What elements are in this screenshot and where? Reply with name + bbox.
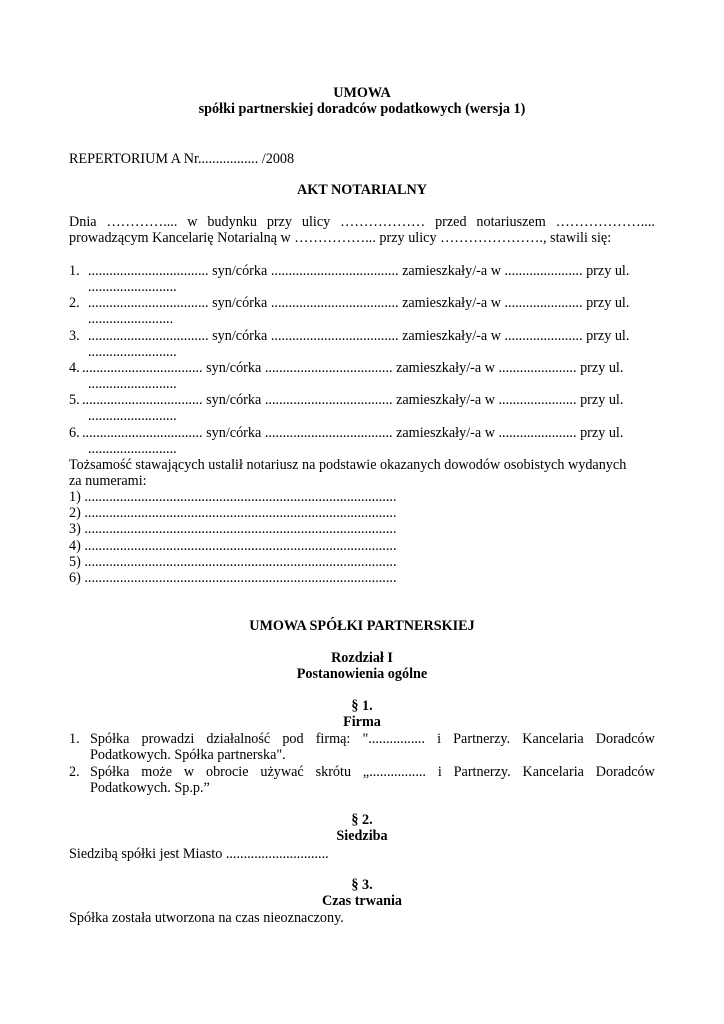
section-1-title: Firma (343, 714, 381, 730)
contract-title: UMOWA SPÓŁKI PARTNERSKIEJ (249, 618, 475, 634)
party-line-cont: ......................... (88, 408, 177, 424)
repertorium-line: REPERTORIUM A Nr................. /2008 (69, 151, 295, 167)
word: i (437, 764, 442, 780)
party-line: .................................. syn/córka .................................... zamieszkały/-a w ...................... przy ul. (88, 295, 630, 311)
party-number: 4. (69, 360, 80, 376)
word: działalność (206, 731, 271, 747)
identity-line-2: za numerami: (69, 473, 147, 489)
chapter-subtitle: Postanowienia ogólne (296, 666, 428, 682)
word: Partnerzy. (453, 731, 511, 747)
word: pod (282, 731, 304, 747)
word: Doradców (595, 764, 655, 780)
party-number: 5. (69, 392, 80, 408)
act-title: AKT NOTARIALNY (297, 182, 427, 198)
word: ……………… (340, 214, 426, 230)
party-line-cont: ......................... (88, 344, 177, 360)
party-number: 1. (69, 263, 80, 279)
party-line: .................................. syn/córka .................................... zamieszkały/-a w ...................... przy ul. (82, 360, 624, 376)
id-number-line: 4) ........................................................................................ (69, 537, 397, 554)
word: używać (260, 764, 304, 780)
document-subtitle: spółki partnerskiej doradców podatkowych (wersja 1) (198, 101, 526, 117)
word: Kancelaria (522, 764, 584, 780)
party-line-cont: ......................... (88, 376, 177, 392)
section-1-item-1-text (90, 731, 655, 747)
chapter-title: Rozdział I (331, 650, 393, 666)
word: budynku (207, 214, 257, 230)
word: Spółka (90, 731, 130, 747)
word: Kancelaria (522, 731, 584, 747)
party-number: 2. (69, 295, 80, 311)
identity-line-1: Tożsamość stawających ustalił notariusz na podstawie okazanych dowodów osobistych wydanych (69, 457, 627, 473)
party-line: .................................. syn/córka .................................... zamieszkały/-a w ...................... przy ul. (88, 263, 630, 279)
intro-line-2: prowadzącym Kancelarię Notarialną w ……………... przy ulicy …………………., stawili się: (69, 230, 612, 246)
word: Dnia (69, 214, 97, 230)
word: „................ (362, 764, 426, 780)
word: może (141, 764, 173, 780)
word: ……………….... (555, 214, 655, 230)
section-1-number: § 1. (351, 698, 373, 714)
section-3-text: Spółka została utworzona na czas nieoznaczony. (69, 910, 344, 926)
section-1-item-1-number: 1. (69, 731, 80, 747)
section-1-item-2-number: 2. (69, 764, 80, 780)
party-line-cont: ........................ (88, 311, 174, 327)
section-3-number: § 3. (351, 877, 373, 893)
word: prowadzi (141, 731, 195, 747)
section-3-title: Czas trwania (322, 893, 402, 909)
word: przed (435, 214, 467, 230)
party-line: .................................. syn/córka .................................... zamieszkały/-a w ...................... przy ul. (82, 392, 624, 408)
section-1-item-2-cont: Podatkowych. Sp.p.” (90, 780, 210, 796)
word: firmą: (315, 731, 351, 747)
party-number: 3. (69, 328, 80, 344)
word: w (187, 214, 198, 230)
word: Doradców (595, 731, 655, 747)
word: i (437, 731, 442, 747)
word: przy (266, 214, 293, 230)
id-number-line: 3) ........................................................................................ (69, 521, 397, 538)
section-1-item-1-cont: Podatkowych. Spółka partnerska". (90, 747, 286, 763)
id-number-line: 2) ........................................................................................ (69, 505, 397, 522)
section-2-title: Siedziba (336, 828, 388, 844)
section-2-text: Siedzibą spółki jest Miasto ............................. (69, 846, 329, 862)
word: notariuszem (476, 214, 546, 230)
party-line-cont: ......................... (88, 279, 177, 295)
word: Partnerzy. (453, 764, 511, 780)
party-number: 6. (69, 425, 80, 441)
section-1-item-2-text (90, 764, 655, 780)
word: obrocie (205, 764, 249, 780)
word: ulicy (301, 214, 331, 230)
id-number-line: 6) ........................................................................................ (69, 570, 397, 586)
party-line-cont: ......................... (88, 441, 177, 457)
party-line: .................................. syn/córka .................................... zamieszkały/-a w ...................... przy ul. (82, 425, 624, 441)
document-title: UMOWA (333, 85, 391, 101)
section-2-number: § 2. (351, 812, 373, 828)
id-number-line: 5) ........................................................................................ (69, 553, 397, 570)
word: skrótu (315, 764, 352, 780)
word: ………….... (106, 214, 178, 230)
id-number-line: 1) ........................................................................................ (69, 489, 397, 505)
party-line: .................................. syn/córka .................................... zamieszkały/-a w ...................... przy ul. (88, 328, 630, 344)
word: Spółka (90, 764, 130, 780)
intro-line-1 (69, 214, 655, 230)
word: w (183, 764, 195, 780)
word: "................ (362, 731, 426, 747)
